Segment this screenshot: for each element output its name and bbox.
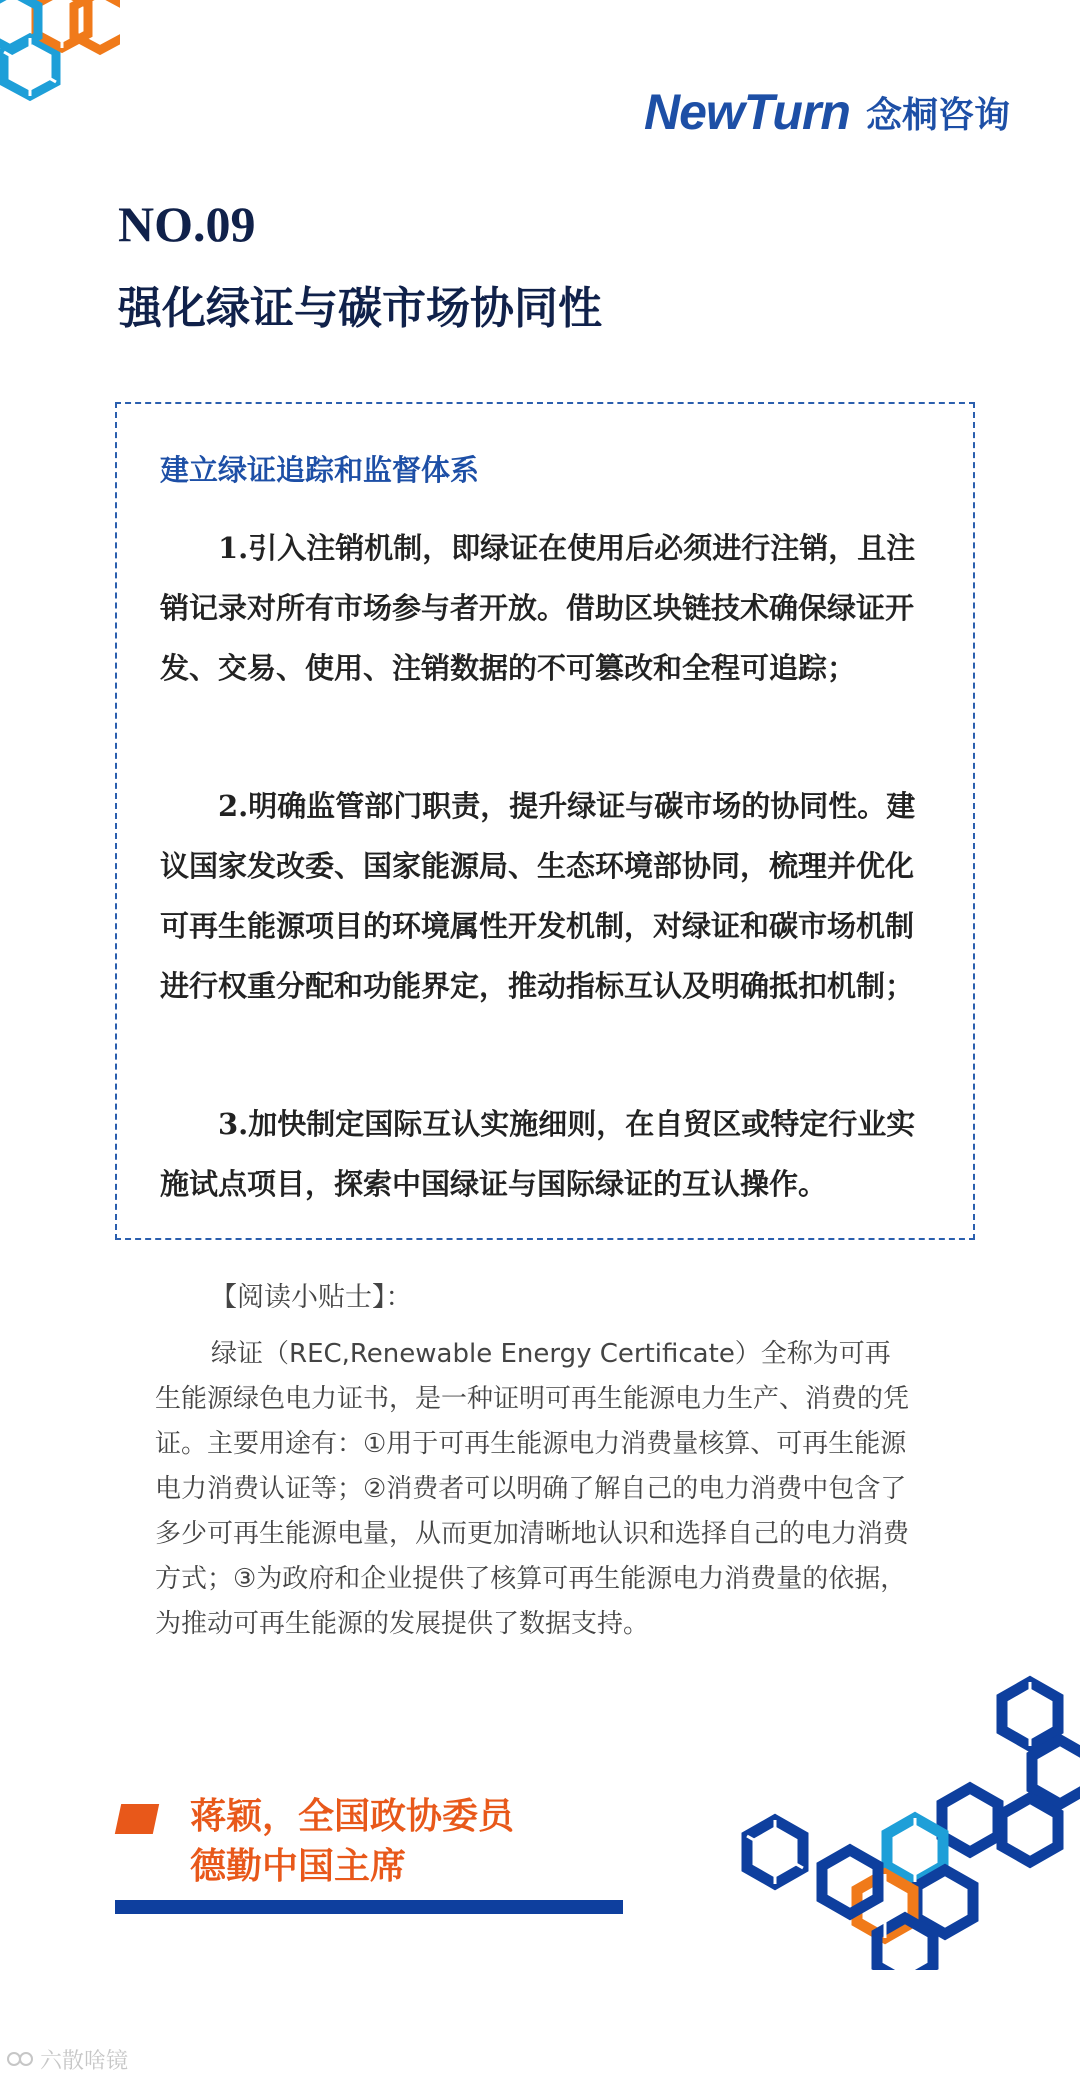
reading-tip-body: 绿证（REC,Renewable Energy Certificate）全称为可再生能源绿色电力证书，是一种证明可再生能源电力生产、消费的凭证。主要用途有：①用于可再生能源电力消费量核算、可再生能源电力消费认证等；②消费者可以明确了解自己的电力消费中包含了多少可再生能源电量，从而更加清晰地认识和选择自己的电力消费方式；③为政府和企业提供了核算可再生能源电力消费量的依据，为推动可再生能源的发展提供了数据支持。 [155,1339,910,1639]
author-name: 蒋颖，全国政协委员 [190,1795,515,1837]
logo-wordmark-cn: 念桐咨询 [865,94,1010,136]
recommendation-paragraph-3: 3.加快制定国际互认实施细则，在自贸区或特定行业实施试点项目，探索中国绿证与国际绿证的互认操作。 [160,1107,916,1201]
hexagon-pattern-top-left [0,0,120,130]
recommendation-paragraph-2: 2.明确监管部门职责，提升绿证与碳市场的协同性。建议国家发改委、国家能源局、生态环境部协同，梳理并优化可再生能源项目的环境属性开发机制，对绿证和碳市场机制进行权重分配和功能界定，推动指标互认及明确抵扣机制； [160,789,916,1003]
section-number: NO.09 [118,196,256,252]
watermark [6,2046,128,2072]
page-title: 强化绿证与碳市场协同性 [118,283,602,334]
author-underline-bar [115,1900,623,1914]
author-title: 德勤中国主席 [190,1845,407,1887]
brand-logo [644,82,1010,142]
watermark-text: 六散啥镜 [40,2048,129,2074]
reading-tip-title: 【阅读小贴士】： [210,1282,413,1313]
recommendation-paragraph-1: 1.引入注销机制，即绿证在使用后必须进行注销，且注销记录对所有市场参与者开放。借助区块链技术确保绿证开发、交易、使用、注销数据的不可篡改和全程可追踪； [160,531,916,685]
hexagon-pattern-bottom-right [730,1670,1080,1970]
logo-wordmark-en: NewTurn [643,84,850,140]
author-accent-mark [115,1804,159,1834]
watermark-icon [6,2048,34,2070]
box-heading: 建立绿证追踪和监督体系 [160,453,480,487]
